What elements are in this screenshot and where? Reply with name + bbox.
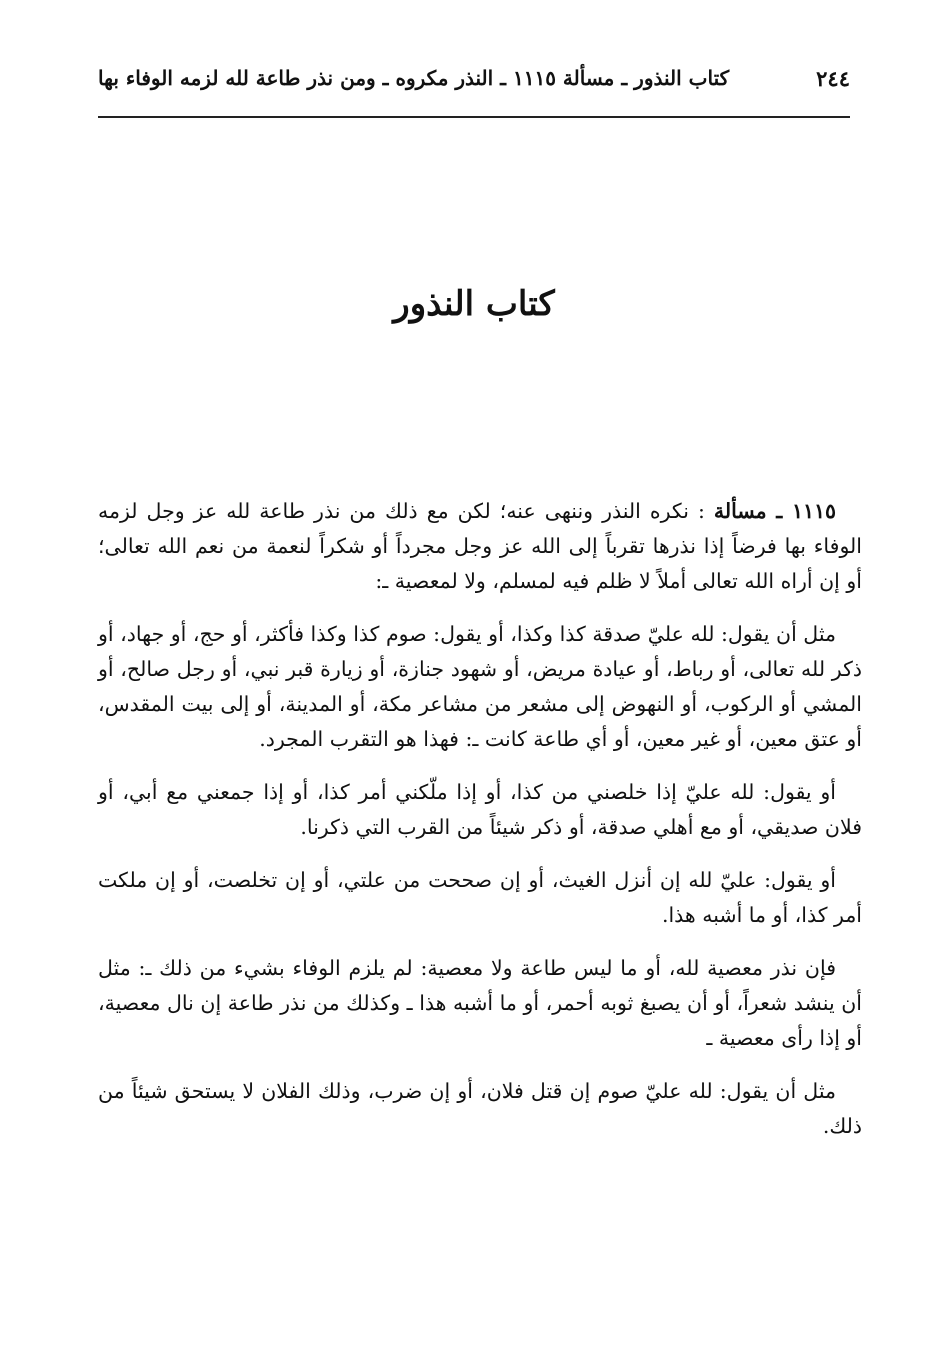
paragraph-text: فإن نذر معصية لله، أو ما ليس طاعة ولا معصية: لم يلزم الوفاء بشيء من ذلك ـ: مثل أن ينشد شعراً، أو أن يصبغ ثوبه أحمر، أو ما أشبه هذا ـ وكذلك من نذر طاعة إن نال معصية، أو إذا رأى معصية ـ [98, 956, 862, 1050]
paragraph-rain-vow [98, 863, 862, 933]
masala-number: ١١١٥ ـ مسألة [713, 499, 836, 523]
running-title: كتاب النذور ـ مسألة ١١١٥ ـ النذر مكروه ـ ومن نذر طاعة لله لزمه الوفاء بها [98, 66, 730, 90]
paragraph-text: أو يقول: عليّ لله إن أنزل الغيث، أو إن صححت من علتي، أو إن تخلصت، أو إن ملكت أمر كذا، أو ما أشبه هذا. [98, 868, 862, 927]
paragraph-sin-vow [98, 951, 862, 1056]
paragraph-conditional-vow [98, 775, 862, 845]
body-text [98, 494, 862, 1162]
paragraph-masala-1115 [98, 494, 862, 599]
paragraph-text: : نكره النذر وننهى عنه؛ لكن مع ذلك من نذر طاعة لله عز وجل لزمه الوفاء بها فرضاً إذا نذرها تقرباً إلى الله عز وجل مجرداً أو شكراً لنعمة من نعم الله تعالى؛ أو إن أراه الله تعالى أملاً لا ظلم فيه لمسلم، ولا لمعصية ـ: [98, 499, 862, 593]
paragraph-final-example [98, 1074, 862, 1144]
paragraph-text: أو يقول: لله عليّ إذا خلصني من كذا، أو إذا ملّكني أمر كذا، أو إذا جمعني مع أبي، أو فلان صديقي، أو مع أهلي صدقة، أو ذكر شيئاً من القرب التي ذكرنا. [98, 780, 862, 839]
book-title: كتاب النذور [393, 284, 555, 324]
paragraph-text: مثل أن يقول: لله عليّ صوم إن قتل فلان، أو إن ضرب، وذلك الفلان لا يستحق شيئاً من ذلك. [98, 1079, 862, 1138]
page-number: ٢٤٤ [816, 65, 850, 91]
running-header [98, 58, 850, 98]
paragraph-examples [98, 617, 862, 757]
header-divider [98, 116, 850, 118]
paragraph-text: مثل أن يقول: لله عليّ صدقة كذا وكذا، أو يقول: صوم كذا وكذا فأكثر، أو حج، أو جهاد، أو ذكر لله تعالى، أو رباط، أو عيادة مريض، أو شهود جنازة، أو زيارة قبر نبي، أو رجل صالح، أو المشي أو الركوب، أو النهوض إلى مشعر من مشاعر مكة، أو المدينة، أو إلى بيت المقدس، أو عتق معين، أو غير معين، أو أي طاعة كانت ـ: فهذا هو التقرب المجرد. [98, 622, 862, 751]
